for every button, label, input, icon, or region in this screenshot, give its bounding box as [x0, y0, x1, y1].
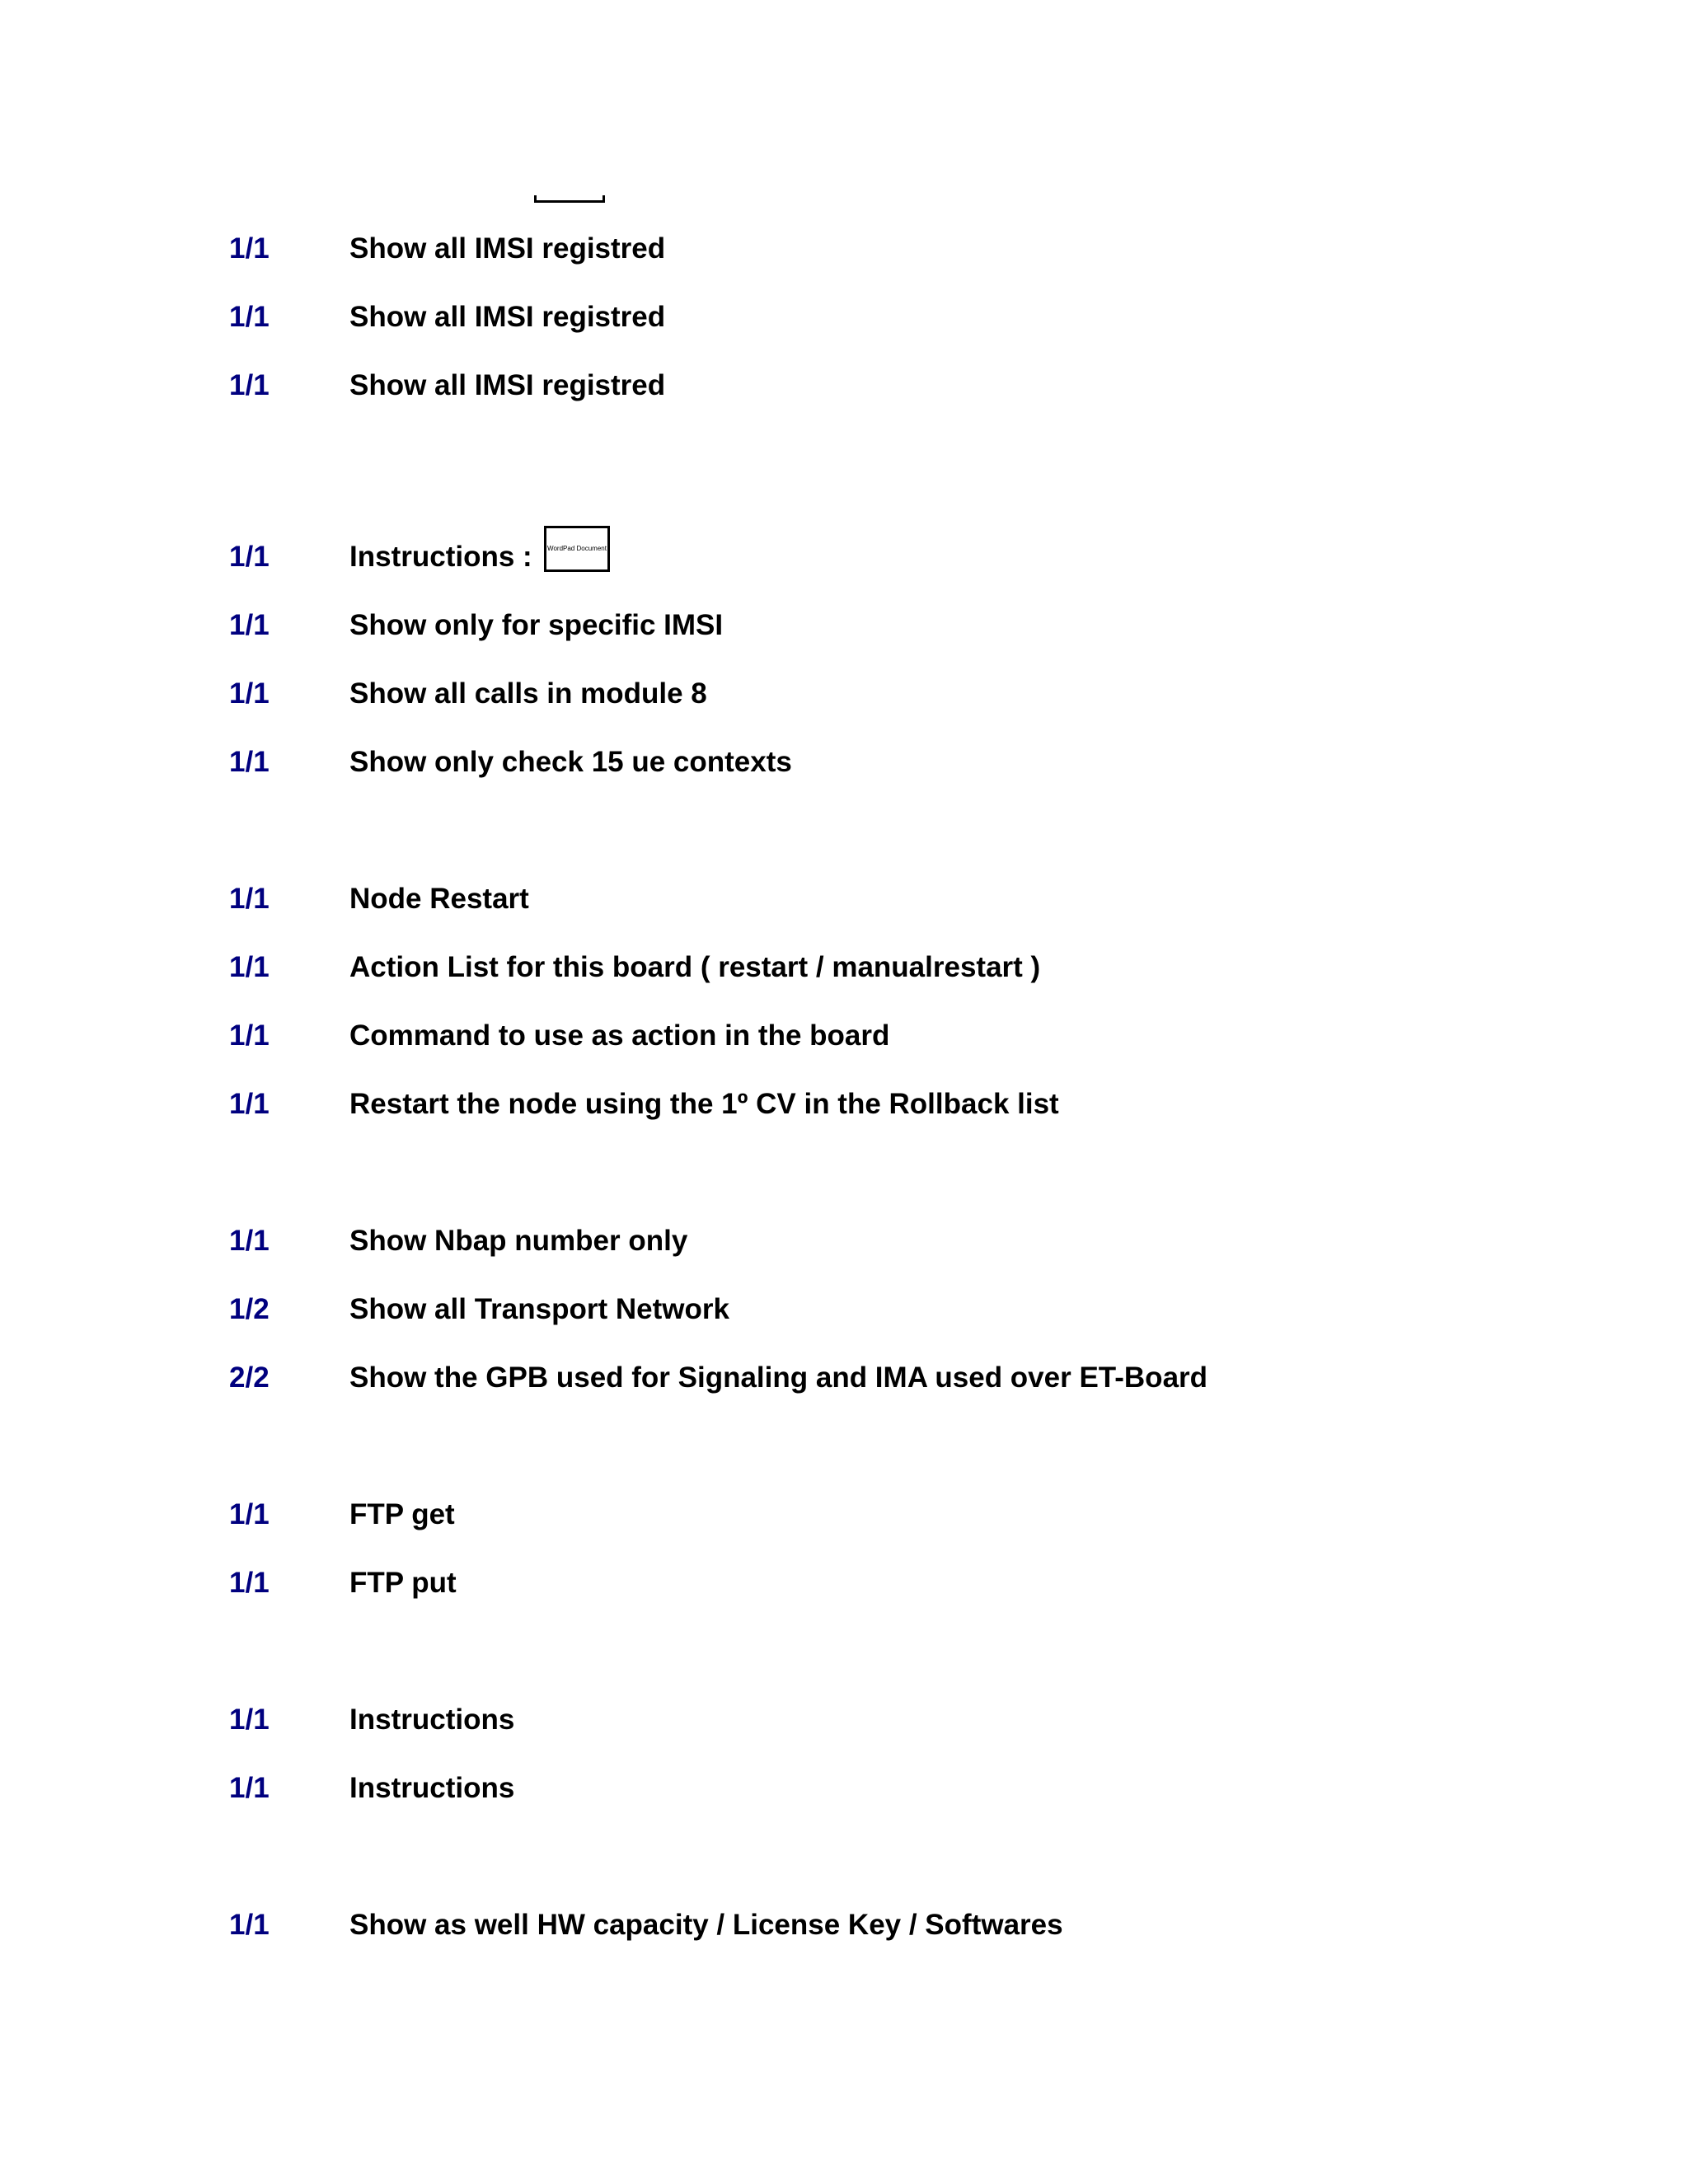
item-text: Show as well HW capacity / License Key / Softwares	[349, 1909, 1063, 1941]
list-item	[0, 879, 1688, 919]
item-text: Instructions	[349, 1704, 515, 1736]
list-item	[0, 674, 1688, 714]
list-item	[0, 1016, 1688, 1056]
item-text: FTP get	[349, 1498, 455, 1530]
item-number: 1/1	[229, 1019, 270, 1052]
item-text: Node Restart	[349, 883, 529, 915]
item-text: Instructions :	[349, 541, 532, 573]
list-item	[0, 1769, 1688, 1808]
list-item	[0, 606, 1688, 645]
list-item	[0, 1290, 1688, 1329]
item-number: 1/1	[229, 1909, 270, 1941]
list-item	[0, 1495, 1688, 1535]
list-item	[0, 1358, 1688, 1398]
item-text: Show all calls in module 8	[349, 677, 707, 710]
list-item	[0, 298, 1688, 337]
list-item	[0, 1221, 1688, 1261]
item-number: 1/2	[229, 1293, 270, 1325]
list-item	[0, 1700, 1688, 1740]
item-number: 1/1	[229, 677, 270, 710]
list-item	[0, 1905, 1688, 1945]
list-item	[0, 229, 1688, 269]
item-text: Show only check 15 ue contexts	[349, 746, 792, 778]
embedded-document-icon[interactable]	[544, 526, 610, 572]
item-number: 1/1	[229, 746, 270, 778]
list-item	[0, 537, 1688, 577]
item-text: Show Nbap number only	[349, 1225, 688, 1257]
item-number: 1/1	[229, 232, 270, 265]
item-text: Show all IMSI registred	[349, 232, 666, 265]
item-text: Show the GPB used for Signaling and IMA used over ET-Board	[349, 1361, 1208, 1394]
bracket-mark	[534, 195, 605, 203]
list-item	[0, 1563, 1688, 1603]
item-text: Command to use as action in the board	[349, 1019, 890, 1052]
item-text: Restart the node using the 1º CV in the Rollback list	[349, 1088, 1059, 1120]
item-number: 1/1	[229, 951, 270, 983]
item-text: Action List for this board ( restart / manualrestart )	[349, 951, 1041, 983]
list-item	[0, 948, 1688, 987]
item-number: 1/1	[229, 609, 270, 641]
embedded-document-label: WordPad Document	[547, 545, 607, 552]
list-item	[0, 743, 1688, 782]
item-number: 1/1	[229, 1225, 270, 1257]
item-number: 1/1	[229, 301, 270, 333]
item-text: Show all Transport Network	[349, 1293, 729, 1325]
item-number: 1/1	[229, 883, 270, 915]
item-text: Show only for specific IMSI	[349, 609, 724, 641]
item-number: 1/1	[229, 1567, 270, 1599]
item-number: 1/1	[229, 369, 270, 401]
item-number: 2/2	[229, 1361, 270, 1394]
item-text: Show all IMSI registred	[349, 369, 666, 401]
item-number: 1/1	[229, 1772, 270, 1804]
item-number: 1/1	[229, 1088, 270, 1120]
item-number: 1/1	[229, 1498, 270, 1530]
item-text: Instructions	[349, 1772, 515, 1804]
item-text: Show all IMSI registred	[349, 301, 666, 333]
item-number: 1/1	[229, 541, 270, 573]
list-item	[0, 1085, 1688, 1124]
item-number: 1/1	[229, 1704, 270, 1736]
item-text: FTP put	[349, 1567, 457, 1599]
list-item	[0, 366, 1688, 405]
